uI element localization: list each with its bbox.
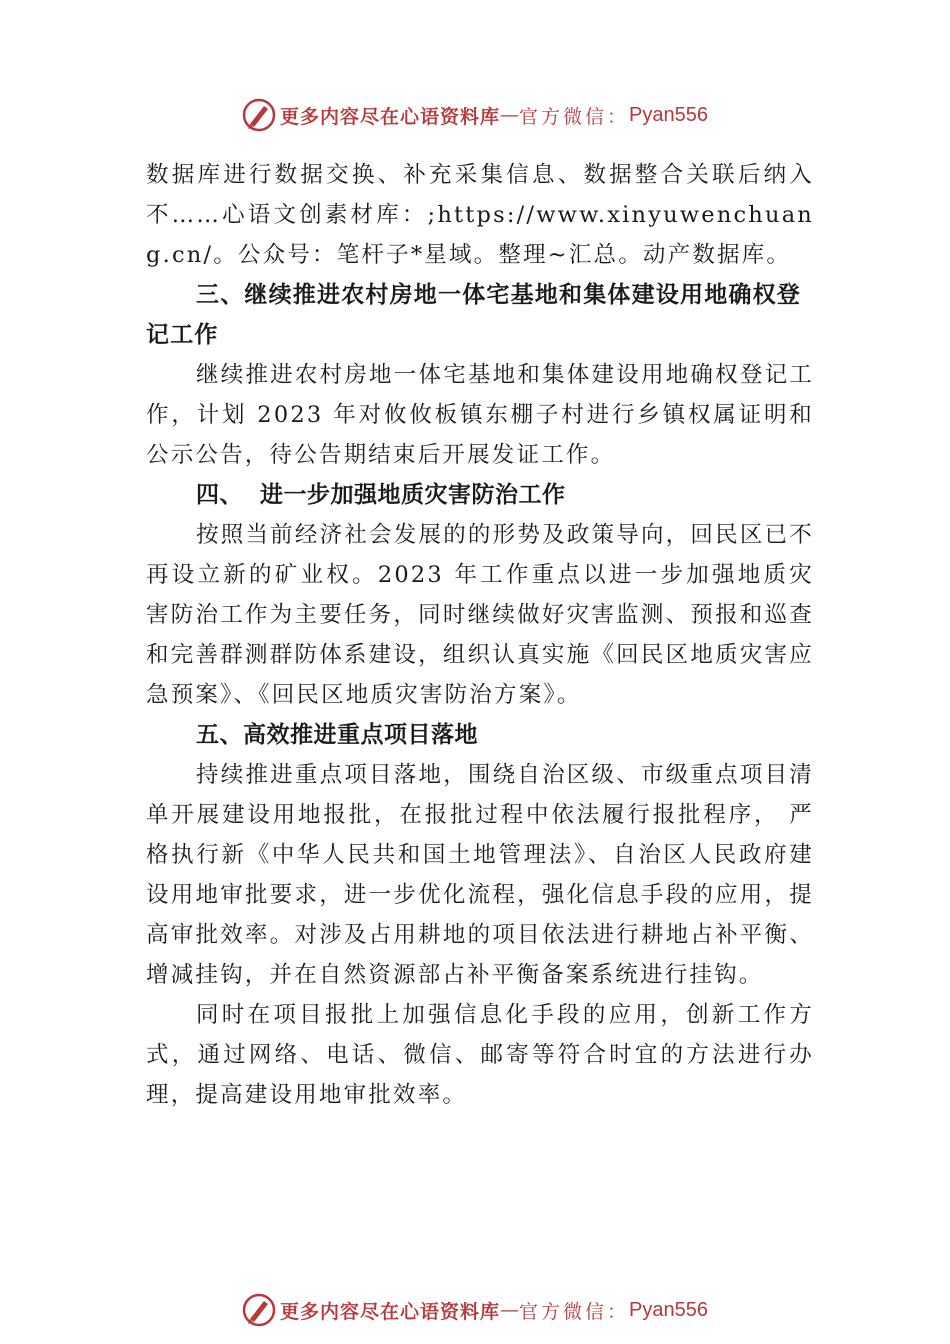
banner-brand: 更多内容尽在心语资料库 xyxy=(280,1300,501,1323)
header-banner xyxy=(0,95,950,135)
banner-account: Pyan556 xyxy=(629,103,708,126)
banner-brand: 更多内容尽在心语资料库 xyxy=(280,105,501,128)
section-4-paragraph: 按照当前经济社会发展的的形势及政策导向，回民区已不再设立新的矿业权。2023 年工作重点以进一步加强地质灾害防治工作为主要任务，同时继续做好灾害监测、预报和巡查和完善群测群防体系建设，组织认真实施《回民区地质灾害应急预案》、《回民区地质灾害防治方案》。 xyxy=(146,522,814,708)
section-5-paragraph-2: 同时在项目报批上加强信息化手段的应用，创新工作方式，通过网络、电话、微信、邮寄等符合时宜的方法进行办理，提高建设用地审批效率。 xyxy=(146,1002,814,1108)
pen-logo-icon xyxy=(242,1293,276,1327)
document-body xyxy=(146,155,814,1115)
footer-banner xyxy=(0,1290,950,1330)
section-heading-3: 三、继续推进农村房地一体宅基地和集体建设用地确权登记工作 xyxy=(146,282,801,348)
section-5-paragraph-1: 持续推进重点项目落地，围绕自治区级、市级重点项目清单开展建设用地报批，在报批过程中依法履行报批程序， 严格执行新《中华人民共和国土地管理法》、自治区人民政府建设用地审批要求，进一步优化流程，强化信息手段的应用，提高审批效率。对涉及占用耕地的项目依法进行耕地占补平衡、增减挂钩，并在自然资源部占补平衡备案系统进行挂钩。 xyxy=(146,762,814,988)
banner-wechat-label: 官方微信： xyxy=(519,105,630,128)
paragraph-intro: 数据库进行数据交换、补充采集信息、数据整合关联后纳入不……心语文创素材库：;https://www.xinyuwenchuang.cn/。公众号：笔杆子*星域。整理~汇总。动产数据库。 xyxy=(146,162,814,268)
section-heading-5: 五、高效推进重点项目落地 xyxy=(196,722,478,748)
banner-wechat-label: 官方微信： xyxy=(519,1300,630,1323)
pen-logo-icon xyxy=(242,98,276,132)
section-3-paragraph: 继续推进农村房地一体宅基地和集体建设用地确权登记工作，计划 2023 年对攸攸板镇东棚子村进行乡镇权属证明和公示公告，待公告期结束后开展发证工作。 xyxy=(146,362,814,468)
banner-account: Pyan556 xyxy=(629,1298,708,1321)
banner-dash: — xyxy=(500,104,520,126)
section-heading-4: 四、 进一步加强地质灾害防治工作 xyxy=(196,482,566,508)
banner-dash: — xyxy=(500,1299,520,1321)
